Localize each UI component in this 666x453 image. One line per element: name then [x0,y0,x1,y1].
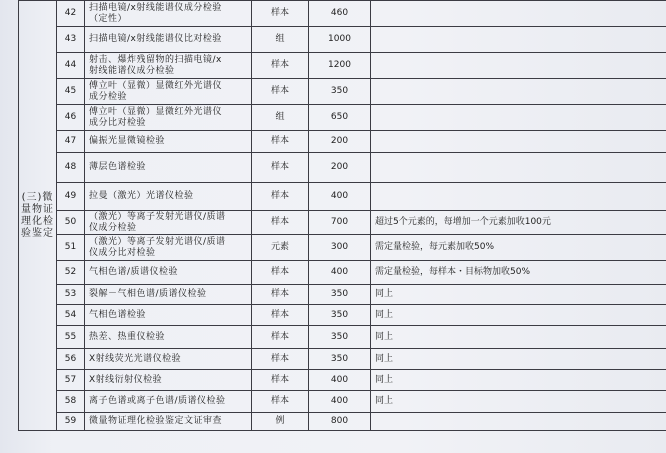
item-unit: 样本 [252,53,309,79]
table-row [19,153,666,183]
item-name [85,235,252,261]
item-price: 800 [309,413,371,431]
table-row [19,105,666,131]
item-number: 54 [57,305,85,326]
item-price: 1200 [309,53,371,79]
item-price: 200 [309,153,371,183]
item-name [85,1,252,27]
item-price: 350 [309,305,371,326]
table-row [19,211,666,235]
item-note [371,27,666,53]
item-note [371,131,666,153]
table-row [19,1,666,27]
item-price: 350 [309,326,371,349]
item-note [371,183,666,211]
item-price: 400 [309,261,371,285]
table-row [19,261,666,285]
item-name [85,413,252,431]
item-price: 350 [309,79,371,105]
item-note: 同上 [371,305,666,326]
item-name-line: 气相色谱/质谱仪检验 [89,267,179,277]
item-name-line: 拉曼（激光）光谱仪检验 [89,191,194,201]
item-name [85,153,252,183]
item-price: 700 [309,211,371,235]
item-name-line: （激光）等离子发射光谱仪/质谱 [89,236,226,247]
item-note [371,105,666,131]
item-number: 58 [57,391,85,413]
item-note: 同上 [371,326,666,349]
item-number: 49 [57,183,85,211]
item-name-line: 傅立叶（显微）显微红外光谱仪 [89,106,223,117]
item-unit: 样本 [252,1,309,27]
item-price: 300 [309,235,371,261]
item-unit: 样本 [252,326,309,349]
item-number: 57 [57,370,85,391]
item-note: 同上 [371,349,666,370]
item-name [85,131,252,153]
item-unit: 样本 [252,211,309,235]
item-name-line: 扫描电镜/x射线能谱仪比对检验 [89,34,222,44]
item-note: 需定量检验，每样本・目标物加收50% [371,261,666,285]
item-number: 48 [57,153,85,183]
item-note [371,1,666,27]
item-name-line: X射线荧光光谱仪检验 [89,353,182,364]
item-unit: 元素 [252,235,309,261]
item-name-line: （激光）等离子发射光谱仪/质谱 [89,211,226,222]
item-name [85,261,252,285]
item-note: 同上 [371,370,666,391]
item-price: 1000 [309,27,371,53]
item-number: 51 [57,235,85,261]
item-name-line: 傅立叶（显微）显微红外光谱仪 [89,80,223,91]
item-price: 350 [309,285,371,305]
item-name-line: 仪成分比对检验 [89,247,156,258]
table-row [19,183,666,211]
section-label-line: 量物证 [21,203,54,215]
item-number: 42 [57,1,85,27]
item-price: 400 [309,370,371,391]
table-row [19,370,666,391]
item-name [85,285,252,305]
item-name [85,183,252,211]
item-price: 350 [309,349,371,370]
item-name-line: 射击、爆炸残留物的扫描电镜/x [89,54,222,65]
item-note: 超过5个元素的，每增加一个元素加收100元 [371,211,666,235]
item-note [371,53,666,79]
section-label-line: (三)微 [21,191,54,203]
section-label [19,1,57,431]
item-note [371,79,666,105]
item-name [85,27,252,53]
item-name-line: 射线能谱仪成分检验 [89,65,175,76]
table-row [19,27,666,53]
fee-table [18,0,666,431]
item-name-line: 气相色谱检验 [89,309,147,320]
item-note: 同上 [371,391,666,413]
item-note [371,153,666,183]
section-label-line: 理化检 [21,215,54,227]
item-number: 53 [57,285,85,305]
section-label-line: 验鉴定 [21,227,54,239]
item-name-line: 成分检验 [89,91,128,102]
item-unit: 样本 [252,183,309,211]
item-number: 46 [57,105,85,131]
item-name [85,349,252,370]
item-number: 52 [57,261,85,285]
item-number: 50 [57,211,85,235]
table-row [19,326,666,349]
item-name [85,370,252,391]
item-name [85,326,252,349]
table-row [19,53,666,79]
table-row [19,131,666,153]
item-name [85,53,252,79]
item-unit: 样本 [252,79,309,105]
item-name [85,105,252,131]
item-number: 43 [57,27,85,53]
item-name-line: 扫描电镜/x射线能谱仪成分检验 [89,2,222,13]
item-unit: 例 [252,413,309,431]
item-note: 同上 [371,285,666,305]
item-unit: 样本 [252,261,309,285]
table-row [19,305,666,326]
item-name [85,305,252,326]
table-row [19,79,666,105]
item-price: 400 [309,391,371,413]
item-unit: 组 [252,105,309,131]
item-number: 55 [57,326,85,349]
item-unit: 组 [252,27,309,53]
item-name-line: X射线衍射仪检验 [89,374,163,385]
item-number: 47 [57,131,85,153]
table-row [19,285,666,305]
item-name-line: 成分比对检验 [89,117,147,128]
item-number: 59 [57,413,85,431]
item-name-line: 仪成分检验 [89,222,137,233]
item-name-line: 裂解－气相色谱/质谱仪检验 [89,289,207,299]
item-name-line: 离子色谱或离子色谱/质谱仪检验 [89,396,226,406]
table-row [19,235,666,261]
item-name-line: （定性） [89,13,128,24]
item-name-line: 微量物证理化检验鉴定文证审查 [89,416,223,426]
item-note [371,413,666,431]
item-unit: 样本 [252,285,309,305]
item-name-line: 薄层色谱检验 [89,162,147,172]
item-unit: 样本 [252,391,309,413]
item-price: 200 [309,131,371,153]
item-name-line: 偏振光显微镜检验 [89,136,166,146]
item-price: 460 [309,1,371,27]
item-note: 需定量检验，每元素加收50% [371,235,666,261]
item-number: 56 [57,349,85,370]
item-name [85,79,252,105]
item-unit: 样本 [252,153,309,183]
table-row [19,391,666,413]
item-price: 650 [309,105,371,131]
item-unit: 样本 [252,349,309,370]
item-name-line: 热差、热重仪检验 [89,331,166,342]
item-price: 400 [309,183,371,211]
item-unit: 样本 [252,305,309,326]
item-unit: 样本 [252,370,309,391]
item-unit: 样本 [252,131,309,153]
item-name [85,211,252,235]
item-number: 45 [57,79,85,105]
table-row [19,413,666,431]
item-name [85,391,252,413]
item-number: 44 [57,53,85,79]
table-row [19,349,666,370]
